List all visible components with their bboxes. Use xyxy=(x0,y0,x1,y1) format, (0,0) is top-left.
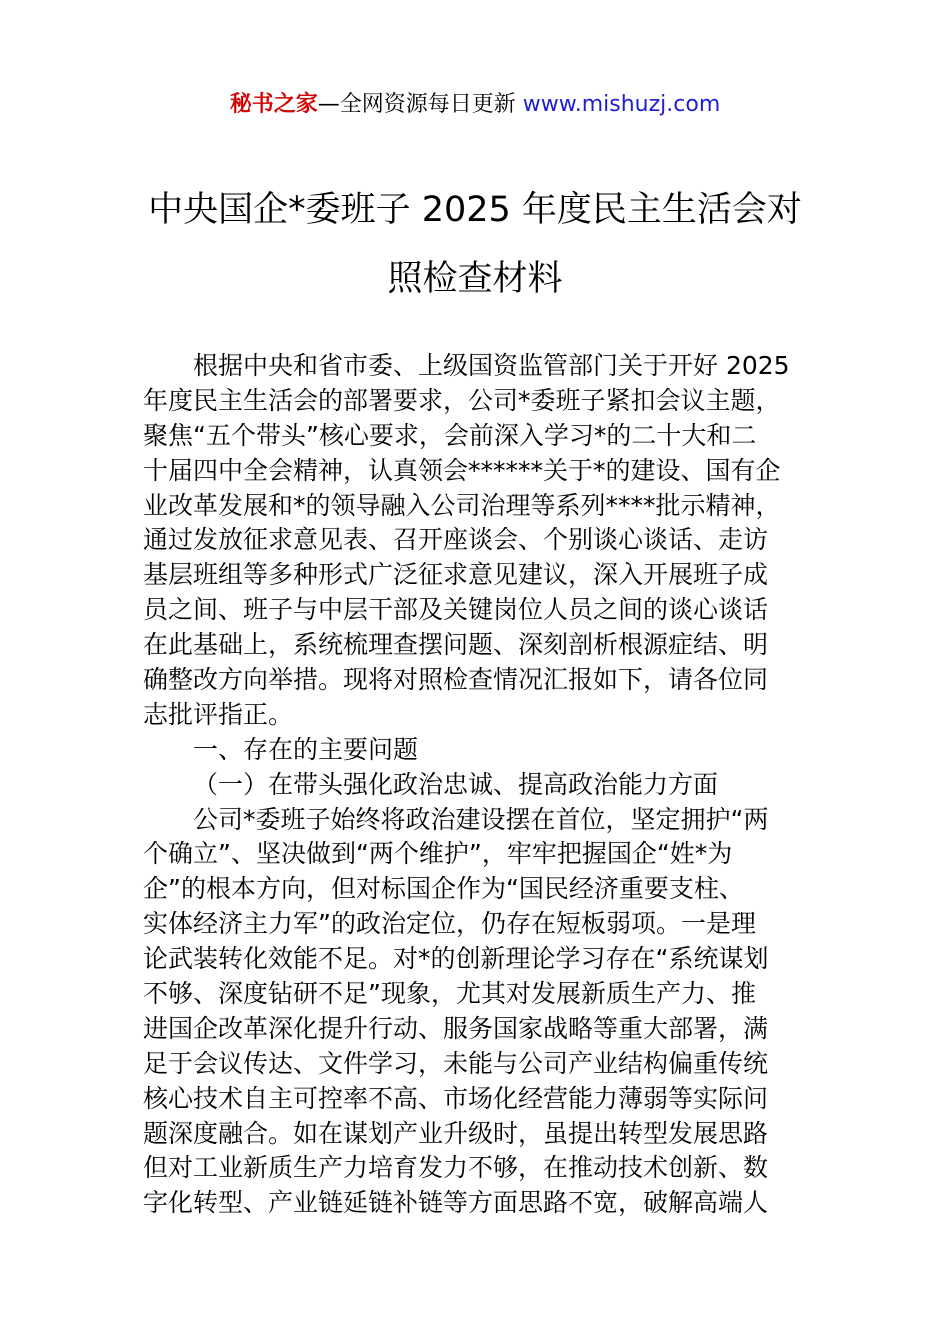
body-line: 不够、深度钻研不足”现象，尤其对发展新质生产力、推 xyxy=(143,979,756,1009)
document-title-line-1: 中央国企*委班子 2025 年度民主生活会对 xyxy=(148,190,802,230)
body-line: 在此基础上，系统梳理查摆问题、深刻剖析根源症结、明 xyxy=(143,630,769,660)
body-line: 员之间、班子与中层干部及关键岗位人员之间的谈心谈话 xyxy=(143,595,769,625)
body-line: 足于会议传达、文件学习，未能与公司产业结构偏重传统 xyxy=(143,1048,769,1078)
body-line: 业改革发展和*的领导融入公司治理等系列****批示精神， xyxy=(143,490,781,520)
body-line: 十届四中全会精神，认真领会******关于*的建设、国有企 xyxy=(143,455,781,485)
document-title-line-2: 照检查材料 xyxy=(387,259,563,299)
body-line: 聚焦“五个带头”核心要求，会前深入学习*的二十大和二 xyxy=(143,420,757,450)
body-line: 根据中央和省市委、上级国资监管部门关于开好 2025 xyxy=(193,351,790,380)
body-line: 通过发放征求意见表、召开座谈会、个别谈心谈话、走访 xyxy=(143,525,769,555)
body-line: 志批评指正。 xyxy=(143,699,294,729)
body-line: 题深度融合。如在谋划产业升级时，虽提出转型发展思路 xyxy=(143,1118,769,1148)
body-line: 基层班组等多种形式广泛征求意见建议，深入开展班子成 xyxy=(143,560,769,590)
body-line: 论武装转化效能不足。对*的创新理论学习存在“系统谋划 xyxy=(143,944,769,974)
section-heading: 一、存在的主要问题 xyxy=(193,734,419,764)
body-line: 进国企改革深化提升行动、服务国家战略等重大部署，满 xyxy=(143,1013,769,1043)
body-line: 实体经济主力军”的政治定位，仍存在短板弱项。一是理 xyxy=(143,909,756,939)
body-line: 字化转型、产业链延链补链等方面思路不宽，破解高端人 xyxy=(143,1188,769,1218)
body-line: 年度民主生活会的部署要求，公司*委班子紧扣会议主题， xyxy=(143,385,781,415)
site-url-link[interactable]: www.mishuzj.com xyxy=(522,92,721,117)
body-line: 个确立”、坚决做到“两个维护”，牢牢把握国企“姓*为 xyxy=(143,839,733,869)
header-tagline: —全网资源每日更新 xyxy=(317,92,523,117)
subsection-heading: （一）在带头强化政治忠诚、提高政治能力方面 xyxy=(193,769,719,799)
body-line: 核心技术自主可控率不高、市场化经营能力薄弱等实际问 xyxy=(143,1083,769,1113)
body-line: 但对工业新质生产力培育发力不够，在推动技术创新、数 xyxy=(143,1153,769,1183)
document-body xyxy=(143,349,811,1221)
site-header xyxy=(0,88,950,122)
body-line: 公司*委班子始终将政治建设摆在首位，坚定拥护“两 xyxy=(193,804,769,834)
body-line: 企”的根本方向，但对标国企作为“国民经济重要支柱、 xyxy=(143,874,744,904)
body-line: 确整改方向举措。现将对照检查情况汇报如下，请各位同 xyxy=(143,665,769,695)
brand-name: 秘书之家 xyxy=(229,92,318,117)
